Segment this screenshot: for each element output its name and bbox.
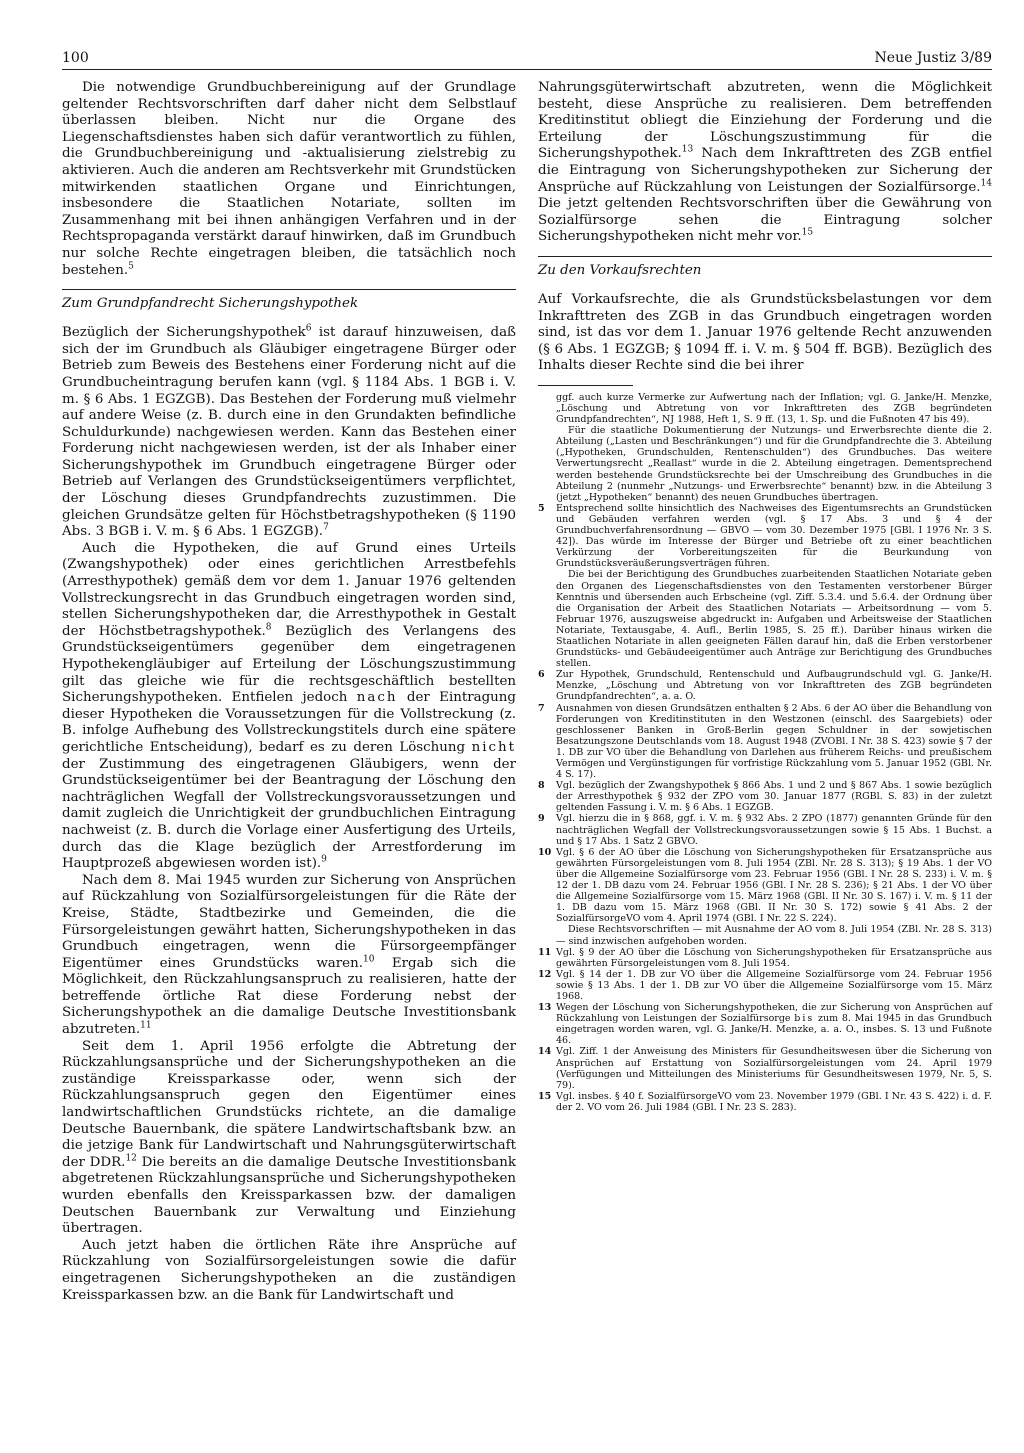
- section-heading-sicherungshypothek: Zum Grundpfandrecht Sicherungshypothek: [62, 289, 516, 311]
- footnote-13: 13 Wegen der Löschung von Sicherungshypotheken, die zur Sicherung von Ansprüchen auf Rückzahlung von Leistungen der Sozialfürsorge bis zum 8. Mai 1945 in das Grundbuch eingetragen worden waren, vgl. G. Janke/H. Menzke, a. a. O., insbes. S. 13 und Fußnote 46.: [538, 1002, 992, 1047]
- footnote-ref: 13: [681, 144, 694, 155]
- footnote-ref: 11: [140, 1020, 152, 1031]
- page-header: [62, 50, 992, 70]
- footnote-continuation: Die bei der Berichtigung des Grundbuches zuarbeitenden Staatlichen Notariate geben den Organen des Liegenschaftsdienstes von den Testamenten verstorbener Bürger Kenntnis und übersenden auch Erbscheine (vgl. Ziff. 5.3.4. und 5.6.4. der Ordnung über die Organisation der Arbeit des Staatlichen Notariats — Arbeitsordnung — vom 5. Februar 1976, auszugsweise abgedruckt in: Aufgaben und Arbeitsweise der Staatlichen Notariate, Textausgabe, 4. Aufl., Berlin 1985, S. 25 ff.). Darüber hinaus wirken die Staatlichen Notariate in allen geeigneten Fällen darauf hin, daß die Erben verstorbener Grundstücks- und Gebäudeeigentümer auch Anträge zur Berichtigung des Grundbuches stellen.: [556, 569, 992, 670]
- footnote-ref: 8: [265, 622, 272, 633]
- footnote-ref: 12: [125, 1153, 137, 1164]
- footnote-ref: 5: [128, 261, 134, 272]
- paragraph: Auch jetzt haben die örtlichen Räte ihre Ansprüche auf Rückzahlung von Sozialfürsorgeleistungen sowie die dafür eingetragenen Sicherungshypotheken an die zuständigen Kreissparkassen bzw. an die Bank für Landwirtschaft und: [62, 1237, 516, 1303]
- footnote-12: 12 Vgl. § 14 der 1. DB zur VO über die Allgemeine Sozialfürsorge vom 24. Februar 1956 sowie § 13 Abs. 1 der 1. DB zur VO über die Allgemeine Sozialfürsorge vom 15. März 1968.: [538, 968, 992, 1002]
- paragraph: Nach dem 8. Mai 1945 wurden zur Sicherung von Ansprüchen auf Rückzahlung von Sozialfürsorgeleistungen für die Räte der Kreise, Städte, Stadtbezirke und Gemeinden, die die Fürsorgeleistungen gewährt hatten, Sicherungshypotheken in das Grundbuch eingetragen, wenn die Fürsorgeempfänger Eigentümer eines Grundstücks waren.$^{10}$ Ergab sich die Möglichkeit, den Rückzahlungsanspruch zu realisieren, hatte der betreffende örtliche Rat diese Forderung nebst der Sicherungshypothek an die damalige Deutsche Investitionsbank abzutreten.$^{11}$: [62, 872, 516, 1038]
- intro-paragraph: Die notwendige Grundbuchbereinigung auf der Grundlage geltender Rechtsvorschriften darf daher nicht dem Selbstlauf überlassen bleiben. Nicht nur die Organe des Liegenschaftsdienstes haben sich dafür verantwortlich zu fühlen, die Grundbuchbereinigung und -aktualisierung zielstrebig zu aktivieren. Auch die anderen am Rechtsverkehr mit Grundstücken mitwirkenden staatlichen Organe und Einrichtungen, insbesondere die Staatlichen Notariate, sollten im Zusammenhang mit bei ihnen anhängigen Verfahren und in der Rechtspropaganda verstärkt darauf hinwirken, daß im Grundbuch nur solche Rechte eingetragen bleiben, die tatsächlich noch bestehen.$^5$: [62, 80, 516, 278]
- footnote-5: 5 Entsprechend sollte hinsichtlich des Nachweises des Eigentumsrechts an Grundstücken und Gebäuden verfahren werden (vgl. § 17 Abs. 3 und § 4 der Grundbuchverfahrensordnung — GBVO — vom 30. Dezember 1975 [GBl. I 1976 Nr. 3 S. 42]). Das würde im Interesse der Bürger und Betriebe oft zu einer beachtlichen Verkürzung der Vorbereitungszeiten für die Beurkundung von Grundstücksveräußerungsverträgen führen.: [538, 502, 992, 570]
- left-column: [62, 80, 516, 1304]
- emphasis: bis: [794, 1013, 815, 1025]
- footnote-continuation: Diese Rechtsvorschriften — mit Ausnahme der AO vom 8. Juli 1954 (ZBl. Nr. 28 S. 313) — sind inzwischen aufgehoben worden.: [556, 924, 992, 947]
- section-heading-vorkaufsrechte: Zu den Vorkaufsrechten: [538, 256, 992, 278]
- footnote-7: 7 Ausnahmen von diesen Grundsätzen enthalten § 2 Abs. 6 der AO über die Behandlung von Forderungen von Kreditinstituten in den Westzonen (einschl. des Saargebiets) oder geschlossener Banken in Groß-Berlin gegen Schuldner in der sowjetischen Besatzungszone Deutschlands vom 18. August 1948 (ZVOBl. I Nr. 38 S. 423) sowie § 7 der 1. DB zur VO über die Behandlung von Darlehen aus früherem Reichs- und preußischem Vermögen und Vergünstigungen für vorfristige Rückzahlung vom 5. Januar 1952 (GBl. Nr. 4 S. 17).: [538, 702, 992, 781]
- footnote-divider: [538, 385, 633, 386]
- footnote-11: 11 Vgl. § 9 der AO über die Löschung von Sicherungshypotheken für Ersatzansprüche aus gewährten Fürsorgeleistungen vom 8. Juli 1954.: [538, 946, 992, 969]
- paragraph: Bezüglich der Sicherungshypothek$^6$ ist darauf hinzuweisen, daß sich der im Grundbuch als Gläubiger eingetragene Bürger oder Betrieb zum Beweis des Bestehens einer Forderung nicht auf die Grundbucheintragung berufen kann (vgl. § 1184 Abs. 1 BGB i. V. m. § 6 Abs. 1 EGZGB). Das Bestehen der Forderung muß vielmehr auf andere Weise (z. B. durch eine in den Grundakten befindliche Schuldurkunde) nachgewiesen werden. Kann das Bestehen einer Forderung nicht nachgewiesen werden, ist der als Inhaber einer Sicherungshypothek im Grundbuch eingetragene Bürger oder Betrieb auf Verlangen des Grundstückseigentümers verpflichtet, der Löschung dieses Grundpfandrechts zuzustimmen. Die gleichen Grundsätze gelten für Höchstbetragshypotheken (§ 1190 Abs. 3 BGB i. V. m. § 6 Abs. 1 EGZGB).$^7$: [62, 323, 516, 540]
- paragraph: Auf Vorkaufsrechte, die als Grundstücksbelastungen vor dem Inkrafttreten des ZGB in das Grundbuch eingetragen worden sind, ist das vor dem 1. Januar 1976 geltende Recht anzuwenden (§ 6 Abs. 1 EGZGB; § 1094 ff. i. V. m. § 504 ff. BGB). Bezüglich des Inhalts dieser Rechte sind die bei ihrer: [538, 291, 992, 374]
- footnote-8: 8 Vgl. bezüglich der Zwangshypothek § 866 Abs. 1 und 2 und § 867 Abs. 1 sowie bezüglich der Arresthypothek § 932 der ZPO vom 30. Januar 1877 (RGBl. S. 83) in der zuletzt geltenden Fassung i. V. m. § 6 Abs. 1 EGZGB.: [538, 780, 992, 814]
- footnote-15: 15 Vgl. insbes. § 40 f. SozialfürsorgeVO vom 23. November 1979 (GBl. I Nr. 43 S. 422) i. d. F. der 2. VO vom 26. Juli 1984 (GBl. I Nr. 23 S. 283).: [538, 1090, 992, 1113]
- footnote-ref: 14: [980, 178, 992, 189]
- footnote-ref: 7: [323, 522, 329, 533]
- header-rule: [62, 69, 992, 70]
- paragraph: Seit dem 1. April 1956 erfolgte die Abtretung der Rückzahlungsansprüche und der Sicherungshypotheken an die zuständige Kreissparkasse oder, wenn sich der Rückzahlungsanspruch gegen den Eigentümer eines landwirtschaftlichen Grundstücks richtete, an die damalige Deutsche Bauernbank, die spätere Landwirtschaftsbank bzw. an die jetzige Bank für Landwirtschaft und Nahrungsgüterwirtschaft der DDR.$^{12}$ Die bereits an die damalige Deutsche Investitionsbank abgetretenen Rückzahlungsansprüche und Sicherungshypotheken wurden ebenfalls den Kreissparkassen bzw. der damaligen Deutschen Bauernbank zur Verwaltung und Einziehung übertragen.: [62, 1038, 516, 1237]
- right-column: [538, 80, 992, 1113]
- footnote-ref: 10: [362, 954, 375, 965]
- footnote-ref: 9: [321, 854, 327, 865]
- footnotes: [538, 392, 992, 1113]
- footnote-ref: 15: [801, 227, 814, 238]
- emphasis: nicht: [471, 739, 516, 755]
- footnote-10: 10 Vgl. § 6 der AO über die Löschung von Sicherungshypotheken für Ersatzansprüche aus gewährten Fürsorgeleistungen vom 8. Juli 1954 (ZBl. Nr. 28 S. 313); § 19 Abs. 1 der VO über die Allgemeine Sozialfürsorge vom 23. Februar 1956 (GBl. I Nr. 28 S. 233) i. V. m. § 12 der 1. DB dazu vom 24. Februar 1956 (GBl. I Nr. 28 S. 236); § 21 Abs. 1 der VO über die Allgemeine Sozialfürsorge vom 15. März 1968 (GBl. II Nr. 30 S. 167) i. V. m. § 11 der 1. DB dazu vom 15. März 1968 (GBl. II Nr. 30 S. 172) sowie § 41 Abs. 2 der SozialfürsorgeVO vom 4. April 1974 (GBl. I Nr. 22 S. 224).: [538, 846, 992, 925]
- footnote-6: 6 Zur Hypothek, Grundschuld, Rentenschuld und Aufbaugrundschuld vgl. G. Janke/H. Menzke, „Löschung und Abtretung von vor Inkrafttreten des ZGB begründeten Grundpfandrechten“, a. a. O.: [538, 669, 992, 703]
- footnote-14: 14 Vgl. Ziff. 1 der Anweisung des Ministers für Gesundheitswesen über die Sicherung von Ansprüchen auf Erstattung von Sozialfürsorgeleistungen vom 24. April 1979 (Verfügungen und Mitteilungen des Ministeriums für Gesundheitswesen 1979, Nr. 5, S. 79).: [538, 1046, 992, 1091]
- page-number: 100: [62, 50, 89, 66]
- paragraph: Auch die Hypotheken, die auf Grund eines Urteils (Zwangshypothek) oder eines gerichtlichen Arrestbefehls (Arresthypothek) gemäß dem vor dem 1. Januar 1976 geltenden Vollstreckungsrecht in das Grundbuch eingetragen worden sind, stellen Sicherungshypotheken dar, die Arresthypothek in Gestalt der Höchstbetragshypothek.$^8$ Bezüglich des Verlangens des Grundstückseigentümers gegenüber dem eingetragenen Hypothekengläubiger auf Erteilung der Löschungszustimmung gilt das gleiche wie für die rechtsgeschäftlich bestellten Sicherungshypotheken. Entfielen jedoch nach der Eintragung dieser Hypotheken die Voraussetzungen für die Vollstreckung (z. B. infolge Aufhebung des Vollstreckungstitels durch eine spätere gerichtliche Entscheidung), bedarf es zu deren Löschung nicht der Zustimmung des eingetragenen Gläubigers, wenn der Grundstückseigentümer bei der Beantragung der Löschung den nachträglichen Wegfall der Vollstreckungsvoraussetzungen und damit zugleich die Unrichtigkeit der grundbuchlichen Eintragung nachweist (z. B. durch die Vorlage einer Ausfertigung des Urteils, durch das die Klage bezüglich der Arrestforderung im Hauptprozeß abgewiesen worden ist).$^9$: [62, 540, 517, 872]
- paragraph: Nahrungsgüterwirtschaft abzutreten, wenn die Möglichkeit besteht, diese Ansprüche zu realisieren. Dem betreffenden Kreditinstitut obliegt die Einziehung der Forderung und die Erteilung der Löschungszustimmung für die Sicherungshypothek.$^{13}$ Nach dem Inkrafttreten des ZGB entfiel die Eintragung von Sicherungshypotheken zur Sicherung der Ansprüche auf Rückzahlung von Leistungen der Sozialfürsorge.$^{14}$ Die jetzt geltenden Rechtsvorschriften über die Gewährung von Sozialfürsorge sehen die Eintragung solcher Sicherungshypotheken nicht mehr vor.$^{15}$: [538, 80, 992, 245]
- footnote-9: 9 Vgl. hierzu die in § 868, ggf. i. V. m. § 932 Abs. 2 ZPO (1877) genannten Gründe für den nachträglichen Wegfall der Vollstreckungsvoraussetzungen sowie § 15 Abs. 1 Buchst. a und § 17 Abs. 1 Satz 2 GBVO.: [538, 813, 992, 847]
- footnote-ref: 6: [305, 323, 312, 334]
- footnote-continuation: Für die staatliche Dokumentierung der Nutzungs- und Erwerbsrechte diente die 2. Abteilung („Lasten und Beschränkungen“) und für die Grundpfandrechte die 3. Abteilung („Hypotheken, Grundschulden, Rentenschulden“) des Grundbuches. Das weitere Verwertungsrecht „Reallast“ wurde in die 2. Abteilung eingetragen. Dementsprechend werden bestehende Grundstücksrechte bei der Umschreibung des Grundbuches in die Abteilung 2 (nunmehr „Nutzungs- und Erwerbsrechte“ benannt) bzw. in die Abteilung 3 (jetzt „Hypotheken“ benannt) des neuen Grundbuches übertragen.: [556, 425, 992, 503]
- journal-title: Neue Justiz 3/89: [874, 50, 992, 66]
- emphasis: nach: [356, 690, 398, 706]
- footnote-continuation: ggf. auch kurze Vermerke zur Aufwertung nach der Inflation; vgl. G. Janke/H. Menzke, „Löschung und Abtretung von vor Inkrafttreten des ZGB begründeten Grundpfandrechten“, NJ 1988, Heft 1, S. 9 ff. (13, 1. Sp. und die Fußnoten 47 bis 49).: [556, 391, 992, 426]
